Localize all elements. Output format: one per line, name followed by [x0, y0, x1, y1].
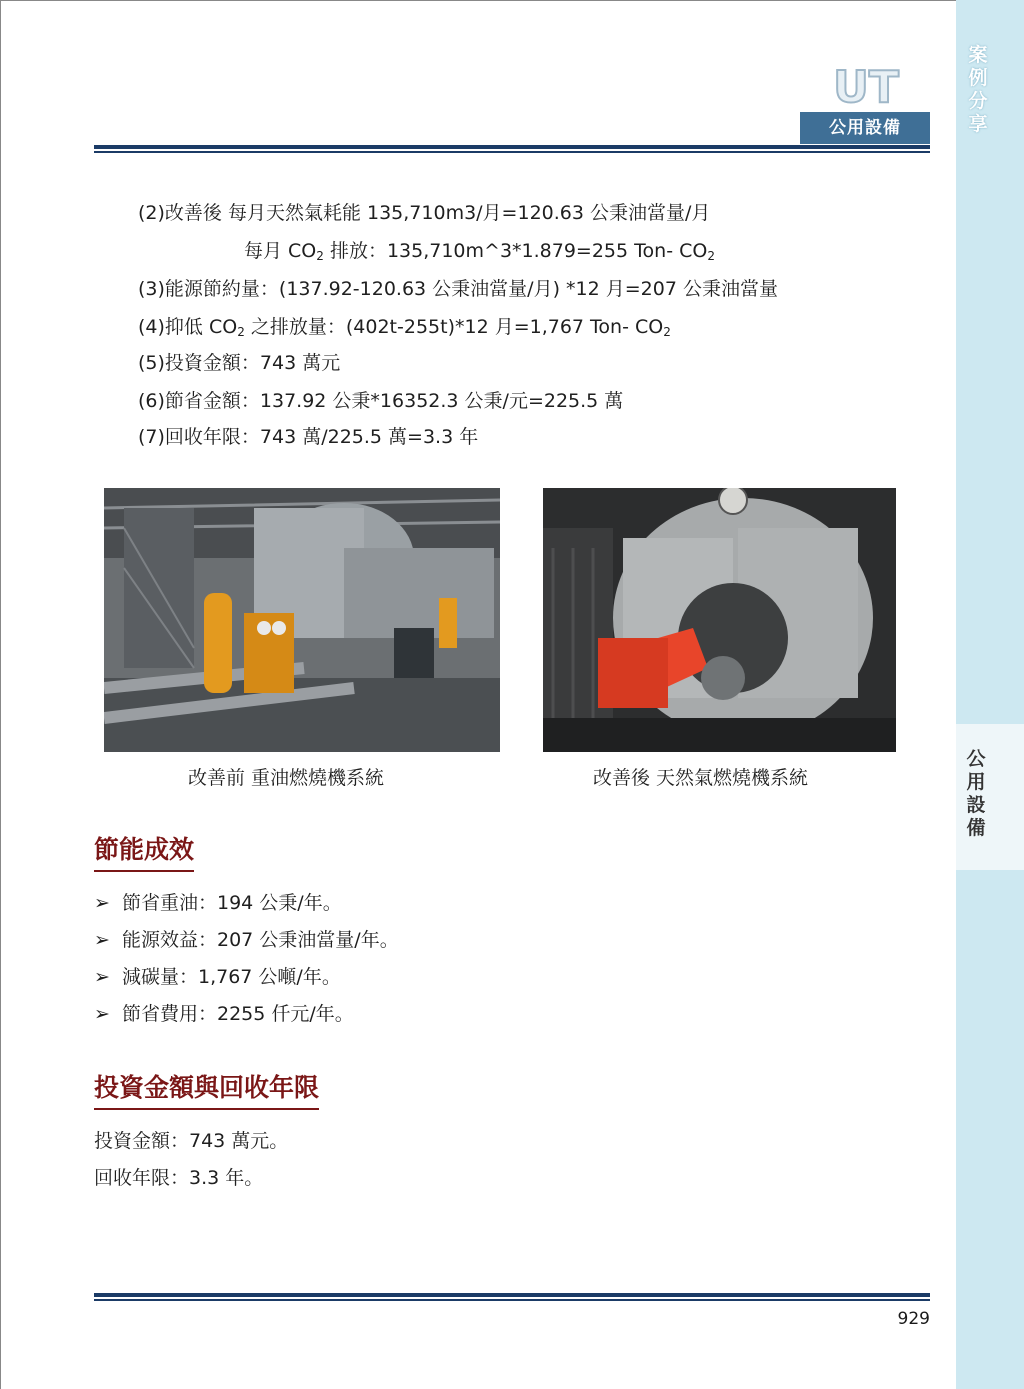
bullet-text: 能源效益：207 公秉油當量/年。 — [122, 929, 399, 951]
arrow-bullet-icon: ➢ — [94, 892, 110, 914]
ut-logo-icon — [806, 64, 926, 108]
header-badge: 公用設備 — [800, 112, 930, 144]
footer-rule — [94, 1293, 930, 1301]
calc-line-4-sub2: 2 — [663, 325, 671, 339]
side-tab-utilities[interactable]: 公用設備 — [966, 748, 986, 839]
calc-line-7: (7)回收年限：743 萬/225.5 萬=3.3 年 — [138, 426, 479, 448]
side-tab-case-sharing[interactable]: 案例分享 — [968, 44, 988, 135]
calc-line-co2 — [244, 236, 715, 263]
calc-line-4 — [138, 312, 671, 339]
list-item — [94, 925, 399, 962]
photo-before-heavy-oil-burner — [104, 488, 500, 752]
side-strip — [956, 0, 1024, 1389]
arrow-bullet-icon: ➢ — [94, 929, 110, 951]
calc-line-3: (3)能源節約量：(137.92-120.63 公秉油當量/月) *12 月=207 公秉油當量 — [138, 278, 778, 300]
calc-line-co2-sub: 2 — [316, 249, 324, 263]
calc-line-co2-a: 每月 CO — [244, 240, 317, 262]
payback-period: 回收年限：3.3 年。 — [94, 1167, 264, 1189]
caption-before: 改善前 重油燃燒機系統 — [188, 767, 385, 789]
calc-line-5: (5)投資金額：743 萬元 — [138, 352, 341, 374]
calc-line-4-a: (4)抑低 CO — [138, 316, 238, 338]
calc-line-co2-b: 排放：135,710m^3*1.879=255 Ton- CO — [323, 240, 708, 262]
ut-logo-text: UT — [833, 64, 899, 108]
arrow-bullet-icon: ➢ — [94, 966, 110, 988]
boiler-room-illustration — [104, 488, 500, 752]
calc-line-2: (2)改善後 每月天然氣耗能 135,710m3/月=120.63 公秉油當量/月 — [138, 202, 711, 224]
list-item — [94, 999, 399, 1036]
header-rule — [94, 145, 930, 153]
list-item — [94, 888, 399, 925]
bullet-text: 節省重油：194 公秉/年。 — [122, 892, 342, 914]
page-number: 929 — [897, 1309, 930, 1329]
gas-burner-illustration — [543, 488, 896, 752]
calc-line-4-sub: 2 — [237, 325, 245, 339]
calc-line-co2-sub2: 2 — [707, 249, 715, 263]
photo-after-natural-gas-burner — [543, 488, 896, 752]
bullet-text: 節省費用：2255 仟元/年。 — [122, 1003, 354, 1025]
calc-line-6: (6)節省金額：137.92 公秉*16352.3 公秉/元=225.5 萬 — [138, 390, 624, 412]
heading-investment-payback: 投資金額與回收年限 — [94, 1068, 319, 1110]
calc-line-4-b: 之排放量：(402t-255t)*12 月=1,767 Ton- CO — [244, 316, 664, 338]
list-item — [94, 962, 399, 999]
investment-amount: 投資金額：743 萬元。 — [94, 1130, 289, 1152]
arrow-bullet-icon: ➢ — [94, 1003, 110, 1025]
heading-energy-savings: 節能成效 — [94, 830, 194, 872]
savings-bullet-list — [94, 888, 399, 1036]
bullet-text: 減碳量：1,767 公噸/年。 — [122, 966, 341, 988]
caption-after: 改善後 天然氣燃燒機系統 — [593, 767, 809, 789]
